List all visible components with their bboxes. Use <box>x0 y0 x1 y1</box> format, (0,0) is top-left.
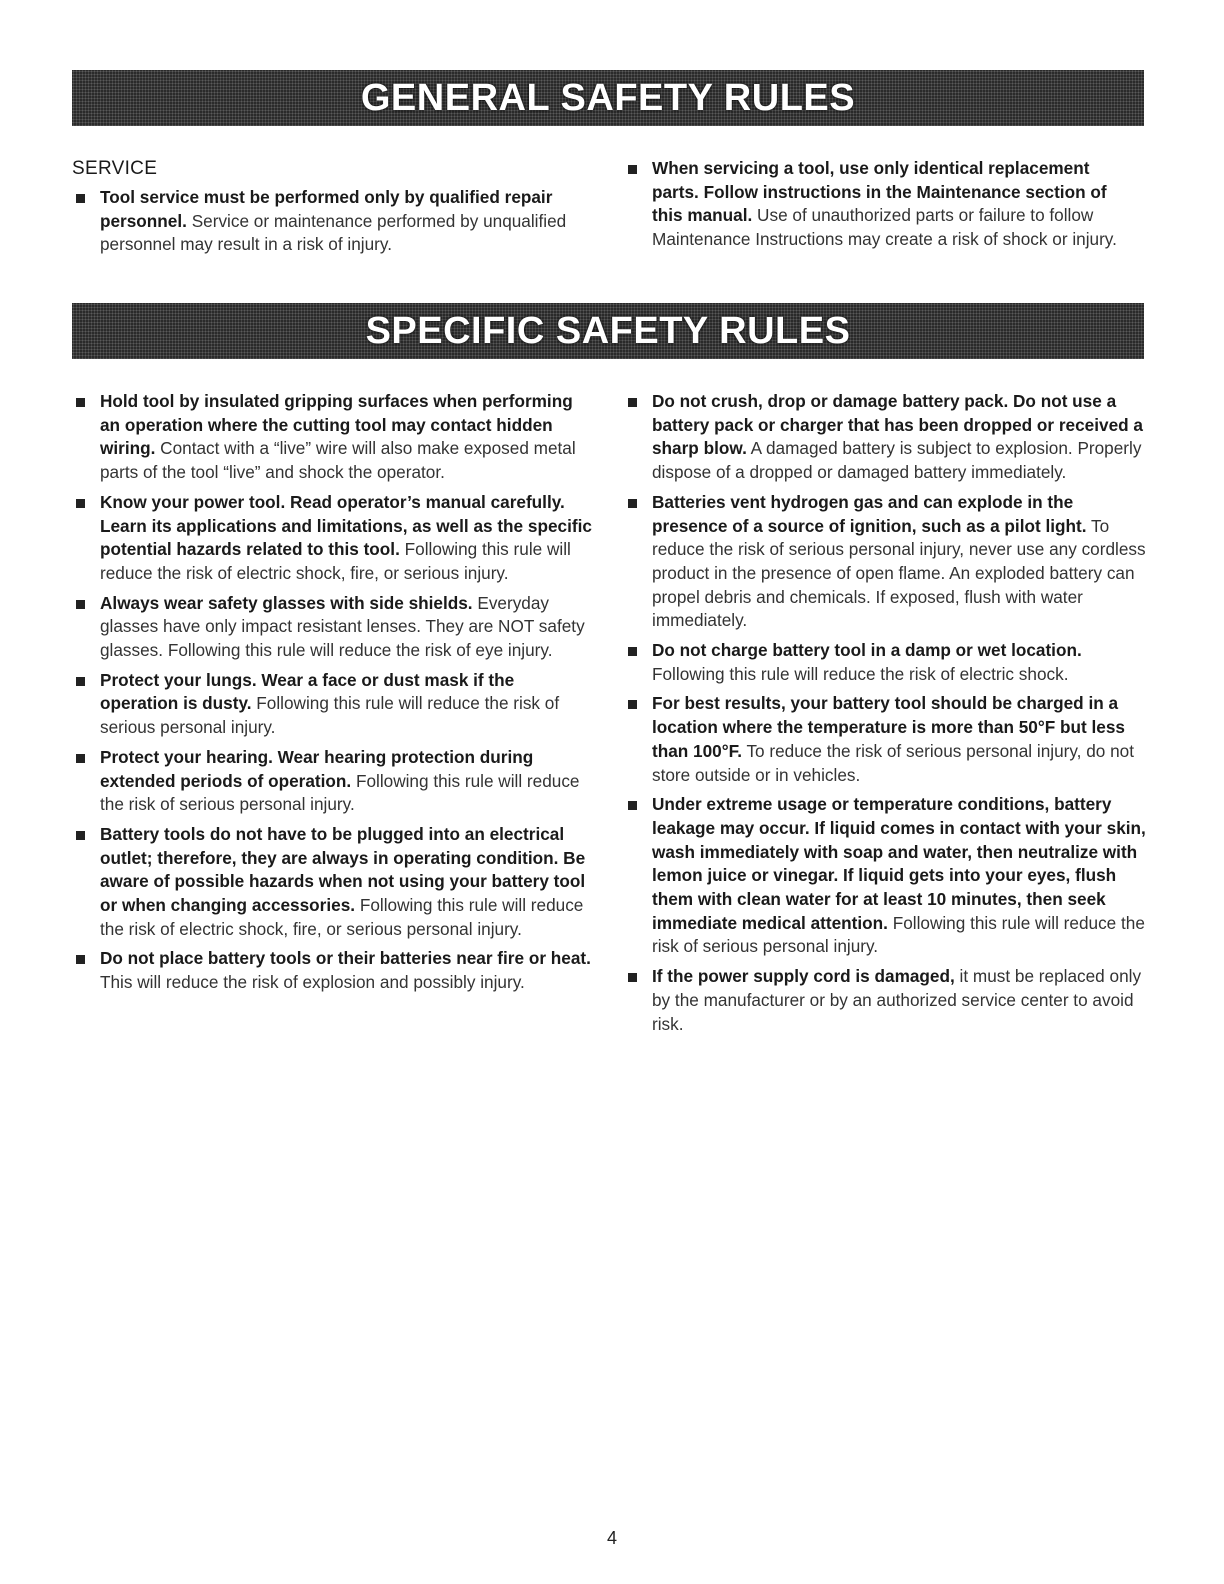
rule-bold-text: Know your power tool. Read operator’s manual carefully. Learn its applications and limitations, as well as the specific potential hazards related to this tool. <box>100 491 592 560</box>
service-heading: SERVICE <box>72 158 158 179</box>
rule-body-text: Service or maintenance performed by unqualified personnel may result in a risk of injury. <box>100 210 567 255</box>
rule-bold-text: Hold tool by insulated gripping surfaces when performing an operation where the cutting tool may contact hidden wiring. <box>100 391 573 459</box>
page-number: 4 <box>606 1528 617 1548</box>
specific-left-column <box>72 390 592 1001</box>
rule-bold-text: Batteries vent hydrogen gas and can explode in the presence of a source of ignition, such as a pilot light. <box>652 491 1087 536</box>
rule-bold-text: Do not charge battery tool in a damp or wet location. <box>652 640 1082 661</box>
rule-item <box>624 491 1148 633</box>
rule-body-text: it must be replaced only by the manufacturer or by an authorized service center to avoid risk. <box>652 966 1142 1034</box>
rule-item <box>624 692 1148 787</box>
square-bullet-icon <box>76 194 85 203</box>
rule-bold-text: Do not place battery tools or their batteries near fire or heat. <box>100 948 591 969</box>
square-bullet-icon <box>628 499 637 508</box>
rule-body-text: Everyday glasses have only impact resistant lenses. They are NOT safety glasses. Following this rule will reduce the risk of eye injury. <box>100 592 585 661</box>
square-bullet-icon <box>76 398 85 407</box>
rule-item <box>72 823 592 942</box>
rule-body-text: A damaged battery is subject to explosion. Properly dispose of a dropped or damaged battery immediately. <box>652 438 1142 483</box>
square-bullet-icon <box>628 647 637 656</box>
square-bullet-icon <box>628 700 637 709</box>
rule-bold-text: If the power supply cord is damaged, <box>652 966 955 987</box>
rule-bold-text: Battery tools do not have to be plugged into an electrical outlet; therefore, they are always in operating condition. Be aware of possible hazards when not using your battery tool or when changing accessories. <box>100 823 586 916</box>
square-bullet-icon <box>76 600 85 609</box>
specific-safety-rules-title: SPECIFIC SAFETY RULES <box>365 309 851 352</box>
square-bullet-icon <box>76 831 85 840</box>
rule-body-text: Following this rule will reduce the risk of electric shock, fire, or serious injury. <box>100 539 571 583</box>
rule-body-text: Following this rule will reduce the risk of serious personal injury. <box>100 693 560 738</box>
rule-bold-text: Always wear safety glasses with side shields. <box>100 592 473 613</box>
rule-body-text: To reduce the risk of serious personal injury, never use any cordless product in the presence of open flame. An exploded battery can propel debris and chemicals. If exposed, flush with water immediately. <box>652 515 1146 631</box>
rule-bold-text: Do not crush, drop or damage battery pack. Do not use a battery pack or charger that has been dropped or received a sharp blow. <box>652 391 1143 459</box>
rule-body-text: Use of unauthorized parts or failure to follow Maintenance Instructions may create a risk of shock or injury. <box>652 205 1117 250</box>
rule-body-text: To reduce the risk of serious personal injury, do not store outside or in vehicles. <box>652 740 1135 785</box>
rule-body-text: Following this rule will reduce the risk of electric shock. <box>652 663 1069 684</box>
square-bullet-icon <box>628 801 637 810</box>
square-bullet-icon <box>628 973 637 982</box>
rule-bold-text: For best results, your battery tool should be charged in a location where the temperature is more than 50°F but less than 100°F. <box>652 693 1125 761</box>
rule-item <box>624 390 1148 485</box>
rule-body-text: This will reduce the risk of explosion and possibly injury. <box>100 972 525 993</box>
rule-item <box>624 793 1148 959</box>
rule-item <box>72 947 592 994</box>
square-bullet-icon <box>76 754 85 763</box>
rule-item <box>624 965 1148 1036</box>
square-bullet-icon <box>76 955 85 964</box>
rule-item <box>72 186 572 257</box>
rule-body-text: Following this rule will reduce the risk of serious personal injury. <box>652 912 1145 957</box>
rule-item <box>624 157 1124 252</box>
rule-item <box>72 390 592 485</box>
rule-item <box>72 491 592 586</box>
rule-bold-text: Tool service must be performed only by qualified repair personnel. <box>100 187 553 231</box>
rule-body-text: Following this rule will reduce the risk of electric shock, fire, or serious personal injury. <box>100 895 584 939</box>
square-bullet-icon <box>628 165 637 174</box>
square-bullet-icon <box>76 499 85 508</box>
specific-safety-rules-banner <box>72 303 1144 359</box>
general-safety-rules-title: GENERAL SAFETY RULES <box>360 76 856 119</box>
square-bullet-icon <box>76 677 85 686</box>
general-safety-rules-banner <box>72 70 1144 126</box>
general-right-column <box>624 157 1124 258</box>
rule-bold-text: Protect your hearing. Wear hearing protection during extended periods of operation. <box>100 746 534 791</box>
square-bullet-icon <box>628 398 637 407</box>
general-left-column <box>72 158 572 263</box>
rule-bold-text: When servicing a tool, use only identical replacement parts. Follow instructions in the Maintenance section of this manual. <box>652 158 1107 226</box>
rule-body-text: Contact with a “live” wire will also make exposed metal parts of the tool “live” and shock the operator. <box>100 438 576 483</box>
rule-item <box>624 639 1148 686</box>
specific-right-column <box>624 390 1148 1042</box>
rule-item <box>72 592 592 663</box>
rule-body-text: Following this rule will reduce the risk of serious personal injury. <box>100 770 580 815</box>
rule-bold-text: Under extreme usage or temperature conditions, battery leakage may occur. If liquid comes in contact with your skin, wash immediately with soap and water, then neutralize with lemon juice or vinegar. If liquid gets into your eyes, flush them with clean water for at least 10 minutes, then seek immediate medical attention. <box>652 794 1146 933</box>
rule-item <box>72 746 592 817</box>
rule-bold-text: Protect your lungs. Wear a face or dust mask if the operation is dusty. <box>100 669 515 714</box>
rule-item <box>72 669 592 740</box>
